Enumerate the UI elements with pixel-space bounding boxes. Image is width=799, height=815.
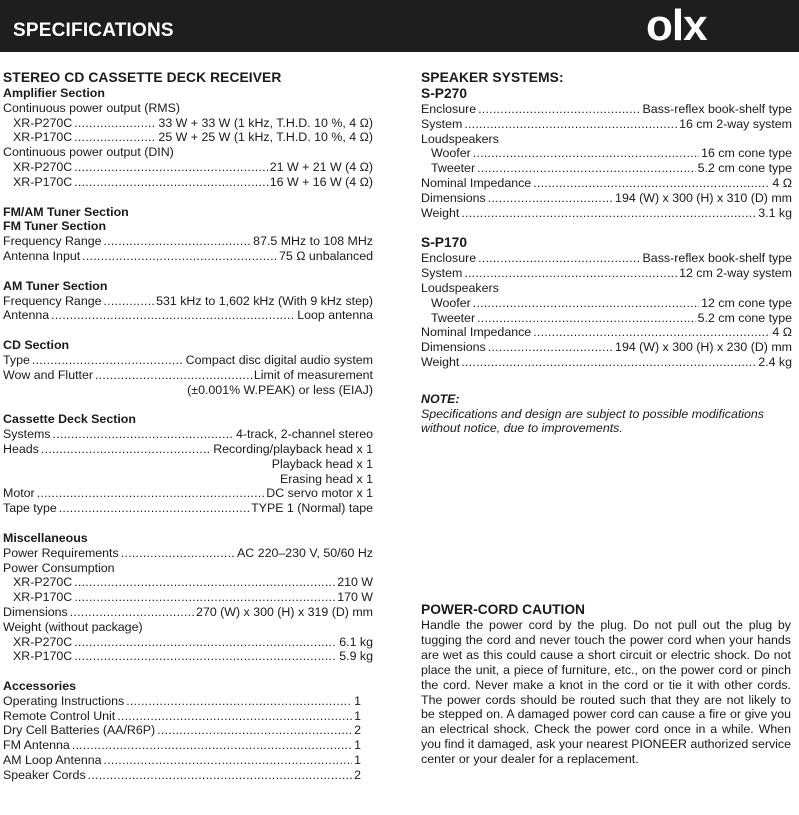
spec-row: Type . . . Compact disc digital audio system <box>3 353 373 368</box>
spec-row: Frequency Range . . . 531 kHz to 1,602 kHz (With 9 kHz step) <box>3 294 373 309</box>
spec-continuation: (±0.001% W.PEAK) or less (EIAJ) <box>187 382 373 397</box>
misc-section-title: Miscellaneous <box>3 530 88 545</box>
spec-row: Weight . . . 2.4 kg <box>421 355 792 370</box>
spec-row: Woofer . . . 16 cm cone type <box>421 146 792 161</box>
page-title: SPECIFICATIONS <box>13 20 174 41</box>
spec-row: Tape type . . . TYPE 1 (Normal) tape <box>3 501 373 516</box>
spec-row: Antenna . . . Loop antenna <box>3 308 373 323</box>
olx-watermark-logo: olx <box>646 1 707 50</box>
spec-row: XR-P170C . . . 170 W <box>3 590 373 605</box>
caution-text: Handle the power cord by the plug. Do not pull out the plug by tugging the cord and never touch the power cord when your hands are wet as this could cause a short circuit or electric shock. Do not place the unit, a piece of furniture, etc., on the power cord or pinch the cord. Never make a knot in the cord or tie it with other cords. The power cords should be routed such that they are not likely to be stepped on. A damaged power cord can cause a fire or give you an electrical shock. Check the power cord once in a while. When you find it damaged, ask your nearest PIONEER authorized service center or your dealer for a replacement. <box>421 618 791 767</box>
spec-row: System . . . 16 cm 2-way system <box>421 117 792 132</box>
accessory-row: AM Loop Antenna . . . 1 <box>3 753 361 768</box>
cd-section-title: CD Section <box>3 338 70 353</box>
spec-row: Tweeter . . . 5.2 cm cone type <box>421 161 792 176</box>
power-cord-caution <box>421 601 791 767</box>
accessory-row: FM Antenna . . . 1 <box>3 738 361 753</box>
speaker-specs-column <box>421 70 792 436</box>
spec-row: XR-P270C . . . 6.1 kg <box>3 635 373 650</box>
header-bar <box>0 0 799 52</box>
loudspeakers-label: Loudspeakers <box>421 280 499 295</box>
spec-row: XR-P170C . . . 25 W + 25 W (1 kHz, T.H.D. 10 %, 4 Ω) <box>3 130 373 145</box>
speaker-systems-title: SPEAKER SYSTEMS: <box>421 70 564 85</box>
rms-output-label: Continuous power output (RMS) <box>3 100 180 115</box>
accessory-row: Speaker Cords . . . 2 <box>3 768 361 783</box>
din-output-label: Continuous power output (DIN) <box>3 145 174 160</box>
amplifier-section-title: Amplifier Section <box>3 86 105 100</box>
spec-row: Nominal Impedance . . . 4 Ω <box>421 325 792 340</box>
spec-row: Power Requirements . . . AC 220–230 V, 50/60 Hz <box>3 546 373 561</box>
s-p170-title: S-P170 <box>421 235 468 251</box>
spec-row: XR-P270C . . . 21 W + 21 W (4 Ω) <box>3 160 373 175</box>
spec-row: Woofer . . . 12 cm cone type <box>421 296 792 311</box>
note-text: Specifications and design are subject to possible modifications without notice, due to improvements. <box>421 406 765 436</box>
spec-continuation: Playback head x 1 <box>271 456 373 471</box>
spec-row: Systems . . . 4-track, 2-channel stereo <box>3 427 373 442</box>
fm-section-title: FM Tuner Section <box>3 219 107 234</box>
accessory-row: Operating Instructions . . . 1 <box>3 694 361 709</box>
spec-row: Frequency Range . . . 87.5 MHz to 108 MHz <box>3 234 373 249</box>
spec-row: Dimensions . . . 194 (W) x 300 (H) x 230 (D) mm <box>421 340 792 355</box>
spec-row: Dimensions . . . 270 (W) x 300 (H) x 319 (D) mm <box>3 605 373 620</box>
receiver-specs-column <box>3 70 373 783</box>
spec-row: XR-P170C . . . 16 W + 16 W (4 Ω) <box>3 175 373 190</box>
spec-row: Wow and Flutter . . . Limit of measurement <box>3 368 373 383</box>
cassette-section-title: Cassette Deck Section <box>3 412 136 427</box>
accessories-section-title: Accessories <box>3 679 77 694</box>
spec-row: Heads . . . Recording/playback head x 1 <box>3 442 373 457</box>
spec-row: Antenna Input . . . 75 Ω unbalanced <box>3 249 373 264</box>
spec-row: System . . . 12 cm 2-way system <box>421 266 792 281</box>
spec-row: Enclosure . . . Bass-reflex book-shelf type <box>421 251 792 266</box>
spec-row: Dimensions . . . 194 (W) x 300 (H) x 310 (D) mm <box>421 191 792 206</box>
receiver-title: STEREO CD CASSETTE DECK RECEIVER <box>3 70 282 85</box>
spec-row: Tweeter . . . 5.2 cm cone type <box>421 311 792 326</box>
caution-title: POWER-CORD CAUTION <box>421 602 586 617</box>
accessory-row: Remote Control Unit . . . 1 <box>3 709 361 724</box>
am-section-title: AM Tuner Section <box>3 278 108 293</box>
spec-row: Enclosure . . . Bass-reflex book-shelf type <box>421 102 792 117</box>
spec-row: Nominal Impedance . . . 4 Ω <box>421 176 792 191</box>
fmam-section-title: FM/AM Tuner Section <box>3 204 129 219</box>
loudspeakers-label: Loudspeakers <box>421 131 499 146</box>
note-title: NOTE: <box>421 391 460 406</box>
spec-continuation: Erasing head x 1 <box>280 471 373 486</box>
power-consumption-label: Power Consumption <box>3 560 115 575</box>
spec-row: Motor . . . DC servo motor x 1 <box>3 486 373 501</box>
spec-row: Weight . . . 3.1 kg <box>421 206 792 221</box>
accessory-row: Dry Cell Batteries (AA/R6P) . . . 2 <box>3 723 361 738</box>
spec-row: XR-P170C . . . 5.9 kg <box>3 649 373 664</box>
spec-row: XR-P270C . . . 33 W + 33 W (1 kHz, T.H.D. 10 %, 4 Ω) <box>3 116 373 131</box>
spec-row: XR-P270C . . . 210 W <box>3 575 373 590</box>
s-p270-title: S-P270 <box>421 86 468 101</box>
weight-label: Weight (without package) <box>3 619 143 634</box>
